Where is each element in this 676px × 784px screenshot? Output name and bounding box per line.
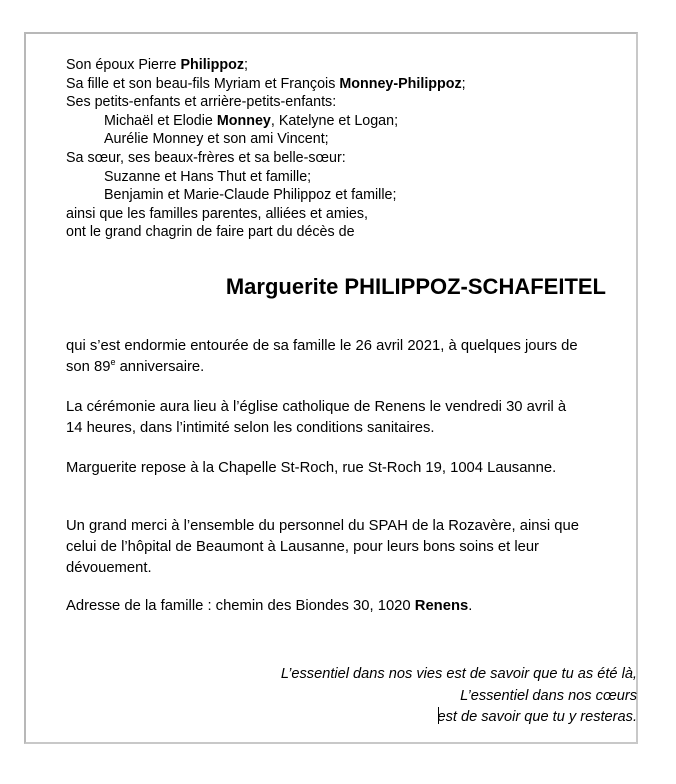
intro-line: Sa fille et son beau-fils Myriam et François Monney-Philippoz; (66, 75, 466, 92)
intro-line: ainsi que les familles parentes, alliées et amies, (66, 205, 368, 222)
intro-line: Aurélie Monney et son ami Vincent; (104, 131, 329, 148)
intro-line: Benjamin et Marie-Claude Philippoz et famille; (104, 187, 397, 204)
family-list (66, 56, 606, 242)
intro-line: Michaël et Elodie Monney, Katelyne et Logan; (104, 112, 399, 129)
obituary-notice (66, 56, 637, 725)
quote-line: est de savoir que tu y resteras. (437, 709, 637, 725)
intro-line: Son époux Pierre Philippoz; (66, 57, 248, 73)
family-address: Adresse de la famille : chemin des Biondes 30, 1020 Renens. (66, 598, 473, 614)
intro-line: Sa sœur, ses beaux-frères et sa belle-sœur: (66, 149, 346, 166)
deceased-name: Marguerite PHILIPPOZ-SCHAFEITEL (225, 274, 606, 299)
intro-line: ont le grand chagrin de faire part du décès de (66, 224, 355, 241)
intro-line: Ses petits-enfants et arrière-petits-enfants: (66, 94, 337, 111)
quote-line: L’essentiel dans nos vies est de savoir que tu as été là, (280, 666, 637, 682)
quote-line: L’essentiel dans nos cœurs (460, 687, 637, 704)
ceremony-info: La cérémonie aura lieu à l’église catholique de Renens le vendredi 30 avril à 14 heures, dans l’intimité selon les conditions sanitaires. (66, 399, 567, 436)
thanks-message: Un grand merci à l’ensemble du personnel du SPAH de la Rozavère, ainsi que celui de l’hôpital de Beaumont à Lausanne, pour leurs bons soins et leur dévouement. (66, 518, 579, 576)
resting-place-info: Marguerite repose à la Chapelle St-Roch, rue St-Roch 19, 1004 Lausanne. (66, 460, 557, 476)
intro-line: Suzanne et Hans Thut et famille; (104, 168, 312, 185)
closing-quote (281, 664, 637, 729)
death-announcement: qui s’est endormie entourée de sa famille le 26 avril 2021, à quelques jours de son 89e anniversaire. (66, 338, 578, 375)
